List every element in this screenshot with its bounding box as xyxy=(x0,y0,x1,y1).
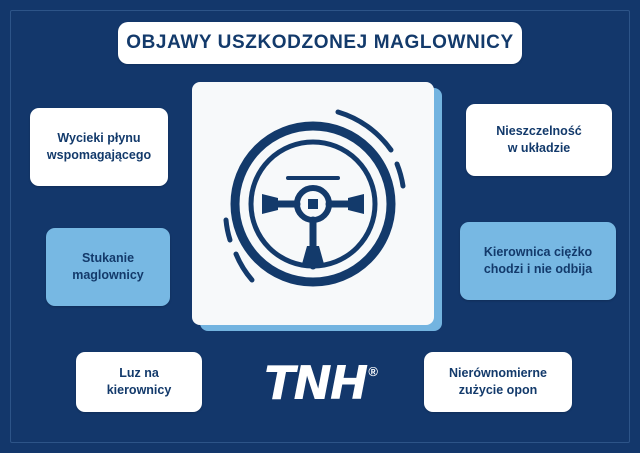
symptom-card-steering-play[interactable] xyxy=(76,352,202,412)
symptom-line-1: Luz na xyxy=(119,366,159,381)
steering-wheel-icon xyxy=(192,82,434,325)
symptom-line-1: Stukanie xyxy=(81,251,135,266)
registered-trademark-icon: ® xyxy=(368,364,378,379)
symptom-label xyxy=(107,365,172,399)
brand-logo-text: TNH xyxy=(264,356,367,410)
page-title: OBJAWY USZKODZONEJ MAGLOWNICY xyxy=(126,31,514,53)
symptom-label xyxy=(449,365,547,399)
symptom-card-leak-system[interactable] xyxy=(466,104,612,176)
symptom-card-leak-fluid[interactable] xyxy=(30,108,168,186)
symptom-line-2: wspomagającego xyxy=(46,148,152,162)
symptom-line-1: Wycieki płynu xyxy=(57,131,141,146)
symptom-label xyxy=(47,130,151,164)
symptom-line-1: Nierównomierne xyxy=(449,366,547,381)
poster-title-card xyxy=(118,22,522,64)
symptom-card-uneven-tire-wear[interactable] xyxy=(424,352,572,412)
symptom-line-2: chodzi i nie odbija xyxy=(483,262,593,276)
symptom-line-2: kierownicy xyxy=(106,383,172,397)
symptom-card-hard-steering[interactable] xyxy=(460,222,616,300)
symptom-label xyxy=(496,123,581,157)
symptom-line-2: maglownicy xyxy=(72,268,144,282)
symptom-line-1: Nieszczelność xyxy=(496,124,582,139)
brand-logo xyxy=(226,356,416,410)
symptom-line-2: zużycie opon xyxy=(458,383,538,397)
image-panel xyxy=(192,82,434,325)
symptom-card-knocking[interactable] xyxy=(46,228,170,306)
symptom-line-1: Kierownica ciężko xyxy=(483,245,593,260)
symptom-label xyxy=(72,250,144,284)
symptom-label xyxy=(484,244,592,278)
symptom-line-2: w układzie xyxy=(507,141,571,155)
